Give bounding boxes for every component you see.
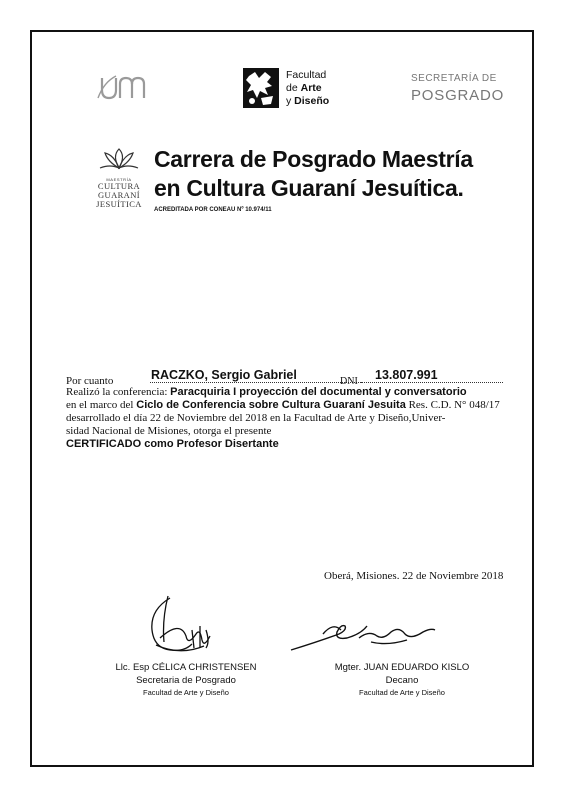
facultad-arte-diseno-label: Facultad de Arte y Diseño xyxy=(286,69,330,107)
conference-line: Realizó la conferencia: Paracquiria I proyección del documental y conversatorio xyxy=(66,386,467,398)
signer-faculty: Facultad de Arte y Diseño xyxy=(359,688,445,697)
accreditation-label: ACREDITADA POR CONEAU Nº 10.974/11 xyxy=(154,207,272,213)
posgrado-label: POSGRADO xyxy=(411,87,505,104)
secretaria-label: SECRETARÍA DE xyxy=(411,73,497,84)
dni-label: DNI xyxy=(340,376,358,387)
dni-value: 13.807.991 xyxy=(361,369,503,383)
signature-right-icon xyxy=(287,620,437,654)
flower-emblem-icon xyxy=(92,146,146,172)
signer-role: Secretaria de Posgrado xyxy=(136,675,236,686)
cycle-line: en el marco del Ciclo de Conferencia sobre Cultura Guaraní Jesuita Res. C.D. N° 048/17 xyxy=(66,399,500,411)
signer-role: Decano xyxy=(385,675,419,686)
cultura-guarani-logo: MAESTRÍA CULTURA GUARANÍ JESUÍTICA xyxy=(92,146,146,226)
signer-name: Llc. Esp CÉLICA CHRISTENSEN xyxy=(115,662,257,673)
signer-right xyxy=(314,661,490,699)
facultad-logo-icon xyxy=(243,68,279,108)
certificate-body xyxy=(66,364,526,451)
date-location-line: desarrollado el día 22 de Noviembre del 2018 en la Facultad de Arte y Diseño,Univer- xyxy=(66,412,446,424)
recipient-name: RACZKO, Sergio Gabriel xyxy=(150,369,401,383)
certificate-type-line: CERTIFICADO como Profesor Disertante xyxy=(66,438,279,450)
signature-left-icon xyxy=(140,590,220,660)
university-line: sidad Nacional de Misiones, otorga el presente xyxy=(66,425,272,437)
recipient-line: Por cuanto RACZKO, Sergio Gabriel DNI 13.807.991 xyxy=(66,364,526,386)
um-logo-icon xyxy=(96,72,158,102)
place-date: Oberá, Misiones. 22 de Noviembre 2018 xyxy=(324,570,504,582)
signer-left xyxy=(98,661,274,699)
signer-faculty: Facultad de Arte y Diseño xyxy=(143,688,229,697)
signer-name: Mgter. JUAN EDUARDO KISLO xyxy=(334,662,470,673)
program-title: Carrera de Posgrado Maestría en Cultura Guaraní Jesuítica. xyxy=(154,146,473,201)
